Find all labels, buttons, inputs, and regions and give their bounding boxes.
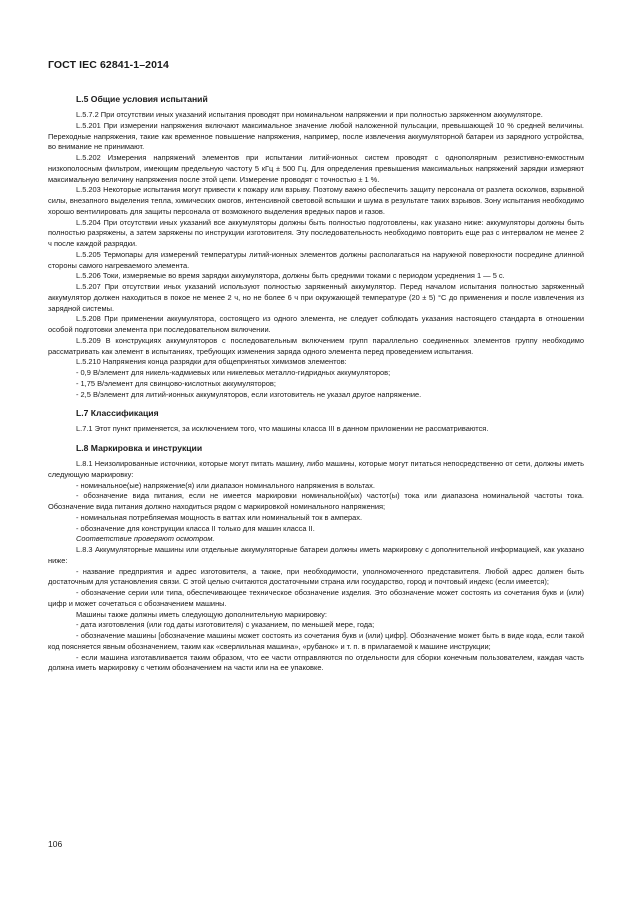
list-item: - обозначение вида питания, если не имеется маркировки номинальной(ых) частот(ы) тока или диапазона номинальной частоты тока. Обозначение вида питания должно находиться рядом с маркировкой номинального напряжения; [48,491,584,511]
list-item: - 1,75 В/элемент для свинцово-кислотных аккумуляторов; [76,378,276,388]
compliance-note: Соответствие проверяют осмотром. [76,534,215,544]
list-item: - номинальная потребляемая мощность в ваттах или номинальный ток в амперах. [76,512,363,522]
list-item: - номинальное(ые) напряжение(я) или диапазон номинального напряжения в вольтах. [76,480,375,490]
section-title-l7: L.7 Классификация [76,408,159,419]
document-body [48,93,584,674]
list-item: - обозначение машины [обозначение машины может состоять из сочетания букв и (или) цифр]. Обозначение может быть в виде кода, если такой код поясняется явным обозначением, таким как «сверлильная машина», «рубанок» и т. п. в прилагаемой к машине инструкции; [48,631,584,651]
paragraph: L.5.206 Токи, измеряемые во время зарядки аккумулятора, должны быть средними токами с периодом усреднения 1 — 5 с. [76,271,505,281]
paragraph: L.8.1 Неизолированные источники, которые могут питать машину, либо машины, которые могут питаться непосредственно от сети, должны иметь следующую маркировку: [48,459,584,479]
paragraph: L.5.204 При отсутствии иных указаний все аккумуляторы должны быть полностью подготовлены, как указано ниже: аккумуляторы должны быть полностью разряжены, а затем заряжены по инструкции изготовителя. Эту последовательность необходимо повторить еще раз с интервалом не менее 2 ч после каждой разрядки. [48,217,584,248]
page-number: 106 [48,839,63,849]
paragraph: L.5.7.2 При отсутствии иных указаний испытания проводят при номинальном напряжении и при полностью заряженном аккумуляторе. [76,110,543,119]
list-item: - название предприятия и адрес изготовителя, а также, при необходимости, уполномоченного представителя. Любой адрес должен быть достаточным для установления связи. С этой целью считаются достаточными страна или государство, город и почтовый индекс (если имеется); [48,566,584,587]
paragraph: L.5.207 При отсутствии иных указаний используют полностью заряженный аккумулятор. Перед началом испытания полностью заряженный аккумулятор должен находиться в покое не менее 2 ч, но не более 6 ч при окружающей температуре (20 ± 5) °С до применения и после извлечения из зарядной системы. [48,282,584,313]
section-title-l5: L.5 Общие условия испытаний [76,94,208,104]
section-title-l8: L.8 Маркировка и инструкции [76,443,203,453]
list-item: - 2,5 В/элемент для литий-ионных аккумуляторов, если изготовитель не указал другое напряжение. [76,389,422,399]
list-item: - дата изготовления (или год даты изготовителя) с указанием, по меньшей мере, года; [76,620,375,630]
standard-header: ГОСТ IEC 62841-1–2014 [48,59,169,71]
paragraph: L.5.209 В конструкциях аккумуляторов с последовательным включением групп параллельно соединенных элементов группу необходимо рассматривать как элемент в испытаниях, требующих изменения заряда одного элемента перед проведением испытания. [48,335,584,356]
paragraph: Машины также должны иметь следующую дополнительную маркировку: [76,609,327,619]
paragraph: L.8.3 Аккумуляторные машины или отдельные аккумуляторные батареи должны иметь маркировку с дополнительной информацией, как указано ниже: [48,545,584,565]
paragraph: L.5.201 При измерении напряжения включают максимальное значение любой наложенной пульсации, превышающей 10 % средней величины. Переходные напряжения, такие как временное повышение напряжения, например, после извлечения аккумуляторной батареи из зарядного устройства, во внимание не принимают. [48,120,584,152]
list-item: - 0,9 В/элемент для никель-кадмиевых или никелевых металло-гидридных аккумуляторов; [76,368,391,377]
paragraph: L.5.210 Напряжения конца разрядки для общепринятых химизмов элементов: [76,357,347,367]
list-item: - обозначение для конструкции класса II только для машин класса II. [76,523,315,533]
paragraph: L.5.203 Некоторые испытания могут привести к пожару или взрыву. Поэтому важно обеспечить защиту персонала от разлета осколков, взрывной силы, внезапного выделения тепла, химических ожогов, интенсивной световой вспышки и шума в результате таких взрывов. Зону испытания необходимо хорошо вентилировать для защиты персонала от возможного выделения вредных паров и газов. [48,185,584,216]
list-item: - обозначение серии или типа, обеспечивающее техническое обозначение изделия. Это обозначение может состоять из сочетания букв и (или) цифр и может сочетаться с обозначением машины. [48,588,584,608]
paragraph: L.5.208 При применении аккумулятора, состоящего из одного элемента, не следует соблюдать указания настоящего стандарта в отношении особой подготовки элемента при последовательном включении. [48,314,584,334]
paragraph: L.7.1 Этот пункт применяется, за исключением того, что машины класса III в данном приложении не рассматриваются. [76,424,489,434]
list-item: - если машина изготавливается таким образом, что ее части отправляются по отдельности для сборки конечным пользователем, каждая часть должна иметь маркировку с четким обозначением на части или на ее упаковке. [48,652,584,673]
paragraph: L.5.205 Термопары для измерений температуры литий-ионных элементов должны располагаться на наружной поверхности посредине длинной стороны самого нагреваемого элемента. [48,249,584,270]
paragraph: L.5.202 Измерения напряжений элементов при испытании литий-ионных систем проводят с однополярным резистивно-емкостным низкополосным фильтром, имеющим предельную частоту 5 кГц ± 500 Гц. Для определения превышения максимальных напряжений зарядки измеряют максимальную величину напряжения после этой цепи. Измерение проводят с точностью ± 1 %. [48,153,584,184]
